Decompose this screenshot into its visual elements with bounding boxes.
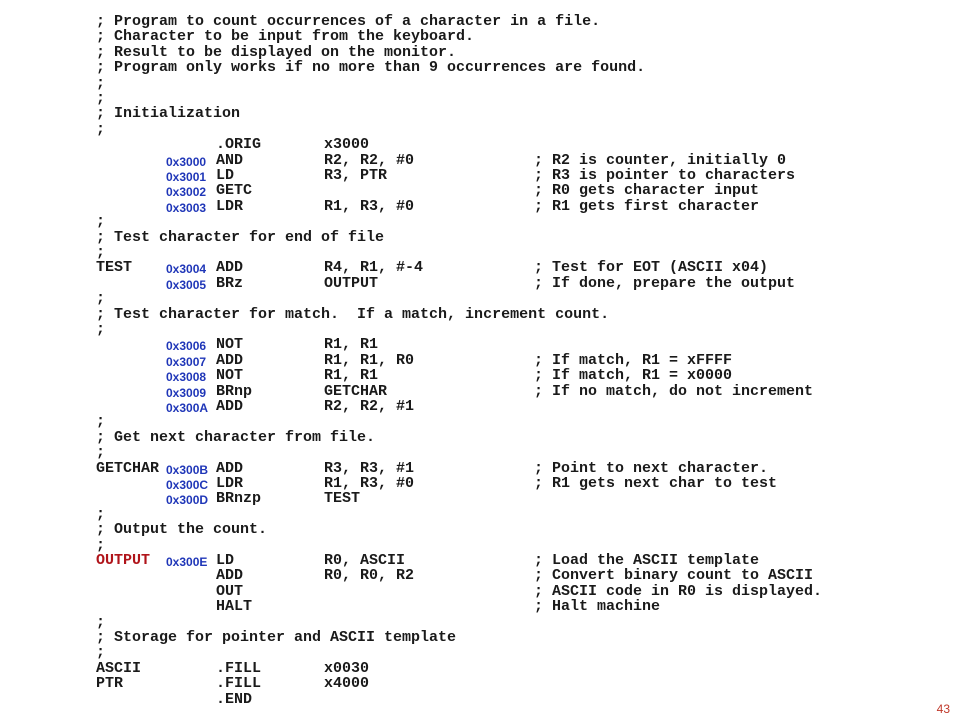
opcode: .FILL: [216, 659, 262, 677]
opcode: ADD: [216, 351, 244, 369]
comment-text: ;: [96, 90, 106, 107]
comment-text: ;: [96, 213, 106, 231]
memory-address: 0x300E: [166, 555, 208, 569]
operands: OUTPUT: [324, 274, 379, 292]
line-comment: ; R3 is pointer to characters: [534, 167, 796, 184]
operands: R0, R0, R2: [324, 567, 415, 585]
comment-text: ; Test character for match. If a match, increment count.: [96, 305, 610, 323]
comment-text: ; Test character for end of file: [96, 228, 385, 246]
comment-text: ; Program to count occurrences of a character in a file.: [96, 13, 601, 30]
page-number: 43: [936, 702, 950, 716]
line-comment: ; If no match, do not increment: [534, 382, 814, 400]
comment-text: ; Initialization: [96, 105, 241, 123]
comment-text: ;: [96, 613, 106, 631]
memory-address: 0x3005: [166, 277, 207, 292]
comment-text: ;: [96, 536, 106, 554]
comment-text: ;: [96, 413, 106, 431]
operands: R2, R2, #0: [324, 151, 415, 169]
line-comment: ; R1 gets next char to test: [534, 475, 778, 492]
comment-text: ;: [96, 321, 106, 338]
line-comment: ; R1 gets first character: [534, 197, 760, 215]
comment-text: ;: [96, 644, 106, 662]
opcode: LDR: [216, 197, 244, 215]
line-comment: ; If match, R1 = xFFFF: [534, 351, 733, 369]
operands: R0, ASCII: [324, 552, 406, 569]
memory-address: 0x3002: [166, 185, 207, 200]
opcode: LD: [216, 552, 235, 569]
opcode: ADD: [216, 259, 244, 277]
operands: R1, R1: [324, 367, 379, 385]
line-comment: ; If match, R1 = x0000: [534, 367, 733, 385]
line-label: GETCHAR: [96, 459, 160, 477]
opcode: BRz: [216, 274, 244, 292]
operands: R3, PTR: [324, 167, 388, 184]
line-label: PTR: [96, 675, 124, 693]
operands: GETCHAR: [324, 382, 388, 400]
line-comment: ; Point to next character.: [534, 459, 769, 477]
memory-address: 0x300D: [166, 493, 209, 508]
opcode: NOT: [216, 367, 244, 385]
memory-address: 0x3003: [166, 200, 207, 215]
opcode: .FILL: [216, 675, 262, 693]
line-comment: ; R0 gets character input: [534, 182, 760, 200]
line-label: ASCII: [96, 659, 142, 677]
line-comment: ; If done, prepare the output: [534, 274, 796, 292]
comment-text: ; Storage for pointer and ASCII template: [96, 629, 457, 646]
comment-text: ;: [96, 244, 106, 261]
opcode: .ORIG: [216, 136, 262, 154]
line-comment: ; R2 is counter, initially 0: [534, 151, 787, 169]
line-comment: ; Load the ASCII template: [534, 552, 760, 569]
memory-address: 0x300B: [166, 462, 209, 477]
opcode: AND: [216, 151, 244, 169]
operands: R3, R3, #1: [324, 459, 415, 477]
comment-text: ; Program only works if no more than 9 occurrences are found.: [96, 59, 646, 77]
comment-text: ; Get next character from file.: [96, 428, 376, 446]
operands: R2, R2, #1: [324, 398, 415, 415]
operands: x0030: [324, 659, 370, 677]
comment-text: ; Output the count.: [96, 521, 268, 539]
memory-address: 0x3006: [166, 339, 207, 354]
operands: x3000: [324, 136, 370, 154]
opcode: ADD: [216, 459, 244, 477]
operands: R4, R1, #-4: [324, 259, 424, 277]
assembly-listing: [96, 14, 946, 714]
opcode: .END: [216, 690, 253, 708]
operands: x4000: [324, 675, 370, 693]
line-label: OUTPUT: [96, 552, 151, 569]
comment-text: ;: [96, 74, 106, 92]
opcode: BRnp: [216, 382, 253, 400]
opcode: HALT: [216, 598, 253, 616]
line-comment: ; ASCII code in R0 is displayed.: [534, 582, 823, 600]
operands: R1, R1: [324, 336, 379, 354]
opcode: LD: [216, 167, 235, 184]
operands: TEST: [324, 490, 361, 508]
memory-address: 0x3008: [166, 370, 207, 385]
opcode: BRnzp: [216, 490, 262, 508]
memory-address: 0x3000: [166, 154, 207, 169]
comment-text: ; Result to be displayed on the monitor.: [96, 43, 457, 61]
comment-text: ;: [96, 290, 106, 308]
line-comment: ; Convert binary count to ASCII: [534, 567, 814, 585]
opcode: NOT: [216, 336, 244, 354]
opcode: ADD: [216, 567, 244, 585]
operands: R1, R1, R0: [324, 351, 415, 369]
memory-address: 0x3004: [166, 262, 207, 277]
opcode: GETC: [216, 182, 253, 200]
comment-text: ;: [96, 444, 106, 462]
comment-text: ; Character to be input from the keyboard.: [96, 28, 475, 46]
memory-address: 0x300A: [166, 401, 209, 415]
operands: R1, R3, #0: [324, 197, 415, 215]
memory-address: 0x3009: [166, 385, 207, 400]
line-label: TEST: [96, 259, 133, 277]
memory-address: 0x3001: [166, 170, 207, 184]
comment-text: ;: [96, 120, 106, 138]
line-comment: ; Halt machine: [534, 598, 661, 616]
comment-text: ;: [96, 505, 106, 523]
opcode: LDR: [216, 475, 244, 492]
opcode: OUT: [216, 582, 244, 600]
line-comment: ; Test for EOT (ASCII x04): [534, 259, 769, 277]
memory-address: 0x300C: [166, 478, 209, 492]
operands: R1, R3, #0: [324, 475, 415, 492]
opcode: ADD: [216, 398, 244, 415]
memory-address: 0x3007: [166, 354, 207, 369]
